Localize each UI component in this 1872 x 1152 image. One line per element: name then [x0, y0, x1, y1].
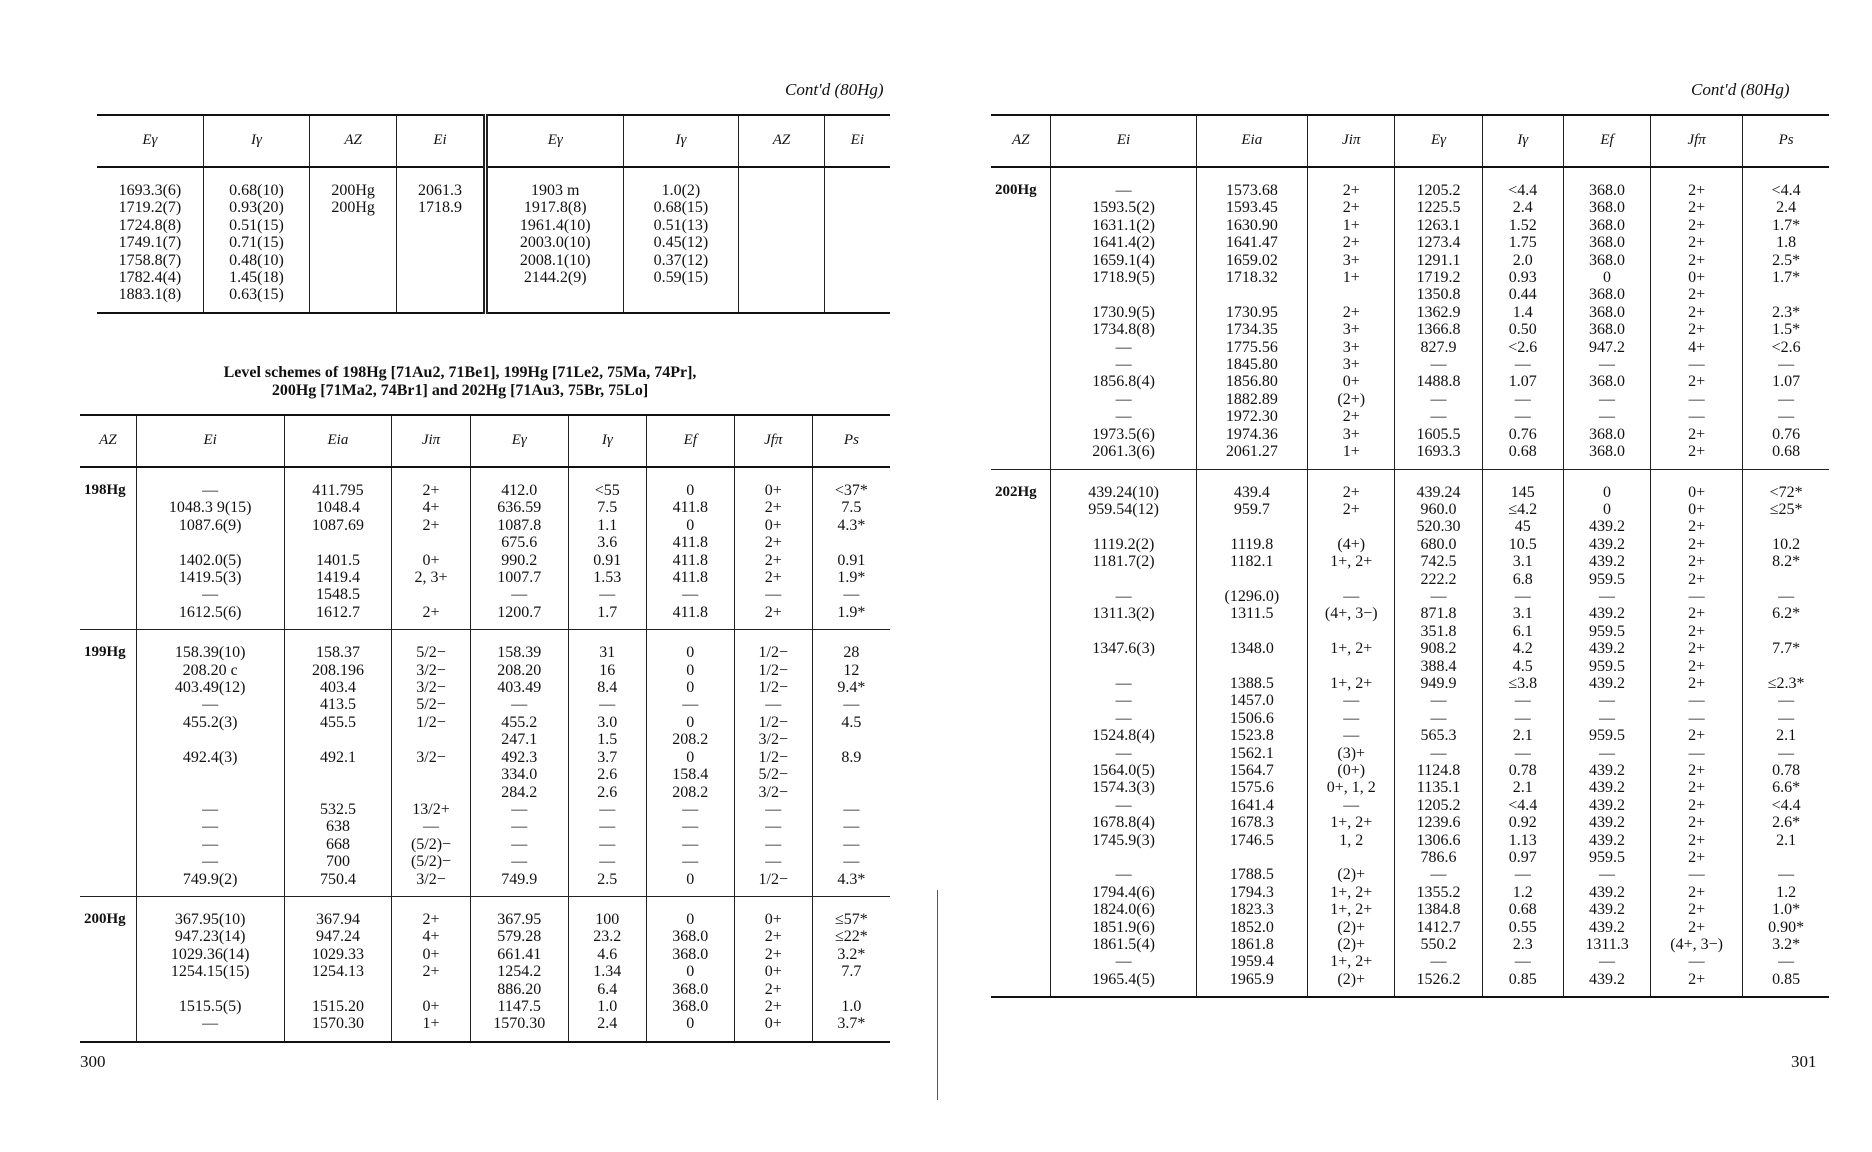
- running-head: Cont'd (80Hg): [785, 80, 884, 99]
- cell: 0+ 2+ 2+ 0+ 2+ 2+ 0+: [734, 896, 812, 1041]
- cell: 439.24(10) 959.54(12) 1119.2(2) 1181.7(2) — 1311.3(2) 1347.6(3) — — — 1524.8(4) — 1564.0(5) 1574.3(3) — 1678.8(4) 1745.9(3) — 1794.4(6) 1824.0(6) 1851.9(6) 1861.5(4) — 1965.4(5): [1051, 469, 1196, 997]
- cell: 158.39(10) 208.20 c 403.49(12) — 455.2(3) 492.4(3) — — — — 749.9(2): [136, 630, 284, 897]
- table-row: [80, 896, 890, 1041]
- cell: <4.4 2.4 1.52 1.75 2.0 0.93 0.44 1.4 0.50 <2.6 — 1.07 — — 0.76 0.68: [1482, 167, 1564, 469]
- nuclide-label: 200Hg: [80, 896, 136, 1041]
- col-header: AZ: [80, 415, 136, 467]
- cell: 0 368.0 368.0 0 368.0 368.0 0: [646, 896, 734, 1041]
- col-header: AZ: [310, 115, 397, 167]
- col-header: Ef: [1564, 115, 1651, 167]
- col-header: AZ: [991, 115, 1051, 167]
- table-row: [991, 167, 1829, 469]
- cell: 411.795 1048.4 1087.69 1401.5 1419.4 1548.5 1612.7: [284, 467, 392, 630]
- page-number: 301: [1791, 1052, 1817, 1071]
- cell: 367.95(10) 947.23(14) 1029.36(14) 1254.15(15) 1515.5(5) —: [136, 896, 284, 1041]
- cell: — 1048.3 9(15) 1087.6(9) 1402.0(5) 1419.5(3) — 1612.5(6): [136, 467, 284, 630]
- col-header: Ei: [397, 115, 486, 167]
- cell: 2061.3 1718.9: [397, 167, 486, 313]
- nuclide-label: 199Hg: [80, 630, 136, 897]
- cell: [824, 167, 890, 313]
- cell: 2+ 4+ 2+ 0+ 2, 3+ 2+: [392, 467, 470, 630]
- cell: — 1593.5(2) 1631.1(2) 1641.4(2) 1659.1(4) 1718.9(5) 1730.9(5) 1734.8(8) — — 1856.8(4) — — 1973.5(6) 2061.3(6): [1051, 167, 1196, 469]
- cell: 2+ 4+ 0+ 2+ 0+ 1+: [392, 896, 470, 1041]
- col-header: Eia: [284, 415, 392, 467]
- cell: ≤57* ≤22* 3.2* 7.7 1.0 3.7*: [812, 896, 890, 1041]
- cell: <37* 7.5 4.3* 0.91 1.9* — 1.9*: [812, 467, 890, 630]
- col-header: Jfπ: [1651, 115, 1743, 167]
- col-header: Eγ: [1395, 115, 1482, 167]
- cell: 1903 m 1917.8(8) 1961.4(10) 2003.0(10) 2008.1(10) 2144.2(9): [485, 167, 623, 313]
- cell: 1/2− 1/2− 1/2− — 1/2− 3/2− 1/2− 5/2− 3/2− — — — — 1/2−: [734, 630, 812, 897]
- cell: 412.0 636.59 1087.8 675.6 990.2 1007.7 — 1200.7: [470, 467, 568, 630]
- col-header: Jiπ: [1307, 115, 1395, 167]
- cell: 31 16 8.4 — 3.0 1.5 3.7 2.6 2.6 — — — — 2.5: [568, 630, 646, 897]
- table-row: [97, 167, 890, 313]
- cell: 158.37 208.196 403.4 413.5 455.5 492.1 532.5 638 668 700 750.4: [284, 630, 392, 897]
- col-header: Jfπ: [734, 415, 812, 467]
- cell: [739, 167, 824, 313]
- cell: 368.0 368.0 368.0 368.0 368.0 0 368.0 368.0 368.0 947.2 — 368.0 — — 368.0 368.0: [1564, 167, 1651, 469]
- cell: 0 411.8 0 411.8 411.8 411.8 — 411.8: [646, 467, 734, 630]
- col-header: Ps: [812, 415, 890, 467]
- cell: 367.95 579.28 661.41 1254.2 886.20 1147.5 1570.30: [470, 896, 568, 1041]
- running-head: Cont'd (80Hg): [1691, 80, 1790, 99]
- col-header: Iγ: [203, 115, 309, 167]
- cell: <55 7.5 1.1 3.6 0.91 1.53 — 1.7: [568, 467, 646, 630]
- col-header: Ei: [1051, 115, 1196, 167]
- nuclide-label: 202Hg: [991, 469, 1051, 997]
- col-header: Eγ: [470, 415, 568, 467]
- col-header: Ei: [824, 115, 890, 167]
- col-header: Iγ: [568, 415, 646, 467]
- cell: 145 ≤4.2 45 10.5 3.1 6.8 — 3.1 6.1 4.2 4.5 ≤3.8 — — 2.1 — 0.78 2.1 <4.4 0.92 1.13 0.97 — 1.2 0.68 0.55 2.3 — 0.85: [1482, 469, 1564, 997]
- cell: 158.39 208.20 403.49 — 455.2 247.1 492.3 334.0 284.2 — — — — 749.9: [470, 630, 568, 897]
- table-row: [80, 467, 890, 630]
- cell: 0+ 0+ 2+ 2+ 2+ 2+ — 2+ 2+ 2+ 2+ 2+ — — 2+ — 2+ 2+ 2+ 2+ 2+ 2+ — 2+ 2+ 2+ (4+, 3−) — 2+: [1651, 469, 1743, 997]
- col-header: Eia: [1196, 115, 1307, 167]
- level-schemes-caption: Level schemes of 198Hg [71Au2, 71Be1], 199Hg [71Le2, 75Ma, 74Pr], 200Hg [71Ma2, 74Br1] and 202Hg [71Au3, 75Br, 75Lo]: [223, 364, 697, 399]
- cell: 0 0 439.2 439.2 439.2 959.5 — 439.2 959.5 439.2 959.5 439.2 — — 959.5 — 439.2 439.2 439.2 439.2 439.2 959.5 — 439.2 439.2 439.2 1311.3 — 439.2: [1564, 469, 1651, 997]
- col-header: Ei: [136, 415, 284, 467]
- right-page: [936, 0, 1872, 1152]
- cell: <72* ≤25* 10.2 8.2* — 6.2* 7.7* ≤2.3* — — 2.1 — 0.78 6.6* <4.4 2.6* 2.1 — 1.2 1.0* 0.90* 3.2* — 0.85: [1743, 469, 1829, 997]
- level-table-right: [991, 114, 1829, 998]
- gamma-table: [97, 114, 890, 314]
- cell: 200Hg 200Hg: [310, 167, 397, 313]
- nuclide-label: 198Hg: [80, 467, 136, 630]
- cell: 2+ 2+ 1+ 2+ 3+ 1+ 2+ 3+ 3+ 3+ 0+ (2+) 2+ 3+ 1+: [1307, 167, 1395, 469]
- col-header: Iγ: [623, 115, 739, 167]
- cell: 1.0(2) 0.68(15) 0.51(13) 0.45(12) 0.37(12) 0.59(15): [623, 167, 739, 313]
- cell: 367.94 947.24 1029.33 1254.13 1515.20 1570.30: [284, 896, 392, 1041]
- cell: 5/2− 3/2− 3/2− 5/2− 1/2− 3/2− 13/2+ — (5/2)− (5/2)− 3/2−: [392, 630, 470, 897]
- cell: 1205.2 1225.5 1263.1 1273.4 1291.1 1719.2 1350.8 1362.9 1366.8 827.9 — 1488.8 — — 1605.5 1693.3: [1395, 167, 1482, 469]
- cell: 0 0 0 — 0 208.2 0 158.4 208.2 — — — — 0: [646, 630, 734, 897]
- cell: 100 23.2 4.6 1.34 6.4 1.0 2.4: [568, 896, 646, 1041]
- table-row: [991, 469, 1829, 997]
- cell: 28 12 9.4* — 4.5 8.9 — — — — 4.3*: [812, 630, 890, 897]
- cell: 0.68(10) 0.93(20) 0.51(15) 0.71(15) 0.48(10) 1.45(18) 0.63(15): [203, 167, 309, 313]
- cell: 0+ 2+ 0+ 2+ 2+ 2+ — 2+: [734, 467, 812, 630]
- cell: 1693.3(6) 1719.2(7) 1724.8(8) 1749.1(7) 1758.8(7) 1782.4(4) 1883.1(8): [97, 167, 203, 313]
- col-header: Eγ: [97, 115, 203, 167]
- level-table-left: [80, 414, 890, 1043]
- cell: 1573.68 1593.45 1630.90 1641.47 1659.02 1718.32 1730.95 1734.35 1775.56 1845.80 1856.80 1882.89 1972.30 1974.36 2061.27: [1196, 167, 1307, 469]
- cell: 2+ 2+ 2+ 2+ 2+ 0+ 2+ 2+ 2+ 4+ — 2+ — — 2+ 2+: [1651, 167, 1743, 469]
- cell: 439.24 960.0 520.30 680.0 742.5 222.2 — 871.8 351.8 908.2 388.4 949.9 — — 565.3 — 1124.8 1135.1 1205.2 1239.6 1306.6 786.6 — 1355.2 1384.8 1412.7 550.2 — 1526.2: [1395, 469, 1482, 997]
- col-header: Jiπ: [392, 415, 470, 467]
- col-header: Ef: [646, 415, 734, 467]
- col-header: Eγ: [485, 115, 623, 167]
- table-row: [80, 630, 890, 897]
- nuclide-label: 200Hg: [991, 167, 1051, 469]
- page-number: 300: [80, 1052, 106, 1071]
- cell: <4.4 2.4 1.7* 1.8 2.5* 1.7* 2.3* 1.5* <2.6 — 1.07 — — 0.76 0.68: [1743, 167, 1829, 469]
- cell: 439.4 959.7 1119.8 1182.1 (1296.0) 1311.5 1348.0 1388.5 1457.0 1506.6 1523.8 1562.1 1564.7 1575.6 1641.4 1678.3 1746.5 1788.5 1794.3 1823.3 1852.0 1861.8 1959.4 1965.9: [1196, 469, 1307, 997]
- col-header: Ps: [1743, 115, 1829, 167]
- col-header: AZ: [739, 115, 824, 167]
- col-header: Iγ: [1482, 115, 1564, 167]
- cell: 2+ 2+ (4+) 1+, 2+ — (4+, 3−) 1+, 2+ 1+, 2+ — — — (3)+ (0+) 0+, 1, 2 — 1+, 2+ 1, 2 (2)+ 1+, 2+ 1+, 2+ (2)+ (2)+ 1+, 2+ (2)+: [1307, 469, 1395, 997]
